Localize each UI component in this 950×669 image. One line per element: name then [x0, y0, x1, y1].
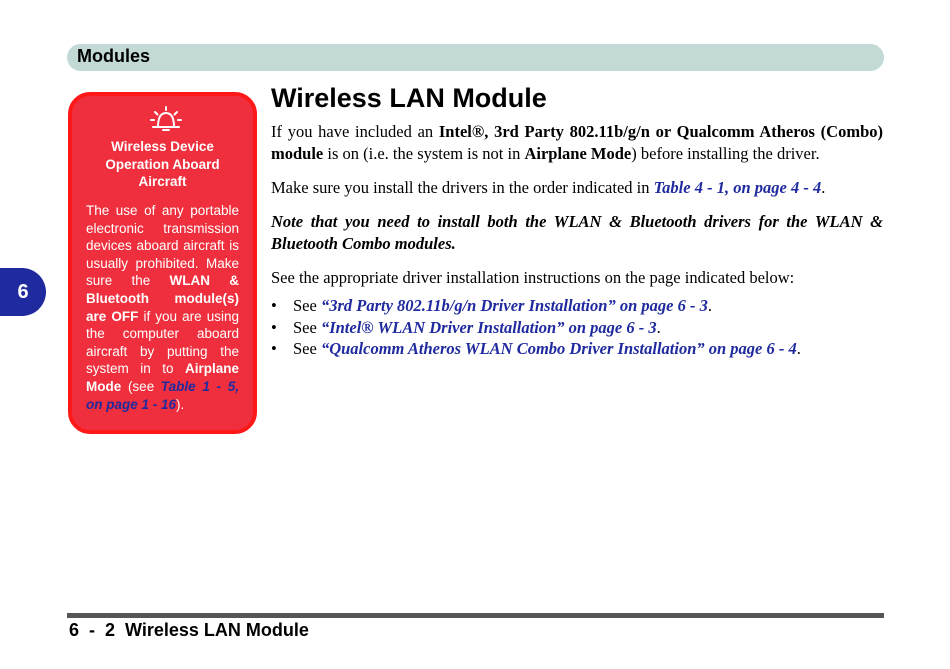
paragraph-note: Note that you need to install both the WLAN & Bluetooth drivers for the WLAN & Bluetooth Combo modules. — [271, 212, 883, 253]
paragraph-intro — [271, 121, 883, 165]
text: . — [796, 339, 801, 358]
driver-link-list — [271, 295, 883, 360]
callout-text: if you are using the computer aboard aircraft by putting the system in to — [86, 308, 240, 377]
airplane-warning-icon — [149, 105, 183, 133]
callout-text: (see — [121, 378, 161, 394]
text: is on (i.e. the system is not in — [323, 144, 525, 163]
table-1-5-link[interactable]: Table 1 - 5, on page 1 - 16 — [86, 378, 240, 412]
text: See — [293, 339, 321, 358]
3rd-party-driver-link[interactable]: “3rd Party 802.11b/g/n Driver Installation” on page 6 - 3 — [320, 296, 708, 315]
text: See — [293, 296, 321, 315]
text: ) before installing the driver. — [631, 144, 820, 163]
list-item — [271, 338, 883, 360]
warning-callout — [68, 92, 257, 434]
list-item — [271, 317, 883, 339]
footer-rule — [67, 613, 884, 618]
text: See — [293, 317, 321, 337]
intel-wlan-driver-link[interactable]: “Intel® WLAN Driver Installation” on page 6 - 3 — [320, 317, 657, 337]
paragraph-see-below: See the appropriate driver installation instructions on the page indicated below: — [271, 268, 795, 287]
bold-text: Intel®, 3rd Party 802.11b/g/n or Qualcomm Atheros (Combo) module — [271, 122, 883, 163]
callout-text: ). — [176, 396, 185, 412]
paragraph-driver-order — [271, 177, 883, 199]
callout-bold-text: WLAN & Bluetooth module(s) are OFF — [86, 273, 239, 324]
callout-bold-text: Airplane Mode — [86, 361, 239, 394]
text: . — [707, 296, 712, 315]
callout-text: The use of any portable electronic transmission devices aboard aircraft is usually prohibited. Make sure the — [86, 203, 239, 289]
callout-title: Wireless Device Operation Aboard Aircraft — [105, 139, 220, 189]
header-bar — [67, 44, 884, 71]
qualcomm-combo-driver-link[interactable]: “Qualcomm Atheros WLAN Combo Driver Installation” on page 6 - 4 — [320, 339, 797, 358]
text: If you have included an — [271, 122, 439, 141]
table-4-1-link[interactable]: Table 4 - 1, on page 4 - 4 — [653, 178, 822, 197]
bold-text: Airplane Mode — [524, 144, 632, 163]
text: Make sure you install the drivers in the order indicated in — [271, 178, 654, 197]
footer-page-label: 6 - 2 Wireless LAN Module — [69, 620, 309, 640]
text: . — [656, 317, 661, 337]
header-title: Modules — [77, 46, 151, 66]
page-title: Wireless LAN Module — [271, 83, 547, 113]
chapter-tab: 6 — [0, 268, 46, 316]
callout-body — [86, 202, 239, 413]
text: . — [821, 178, 826, 197]
list-item — [271, 295, 883, 317]
main-content — [271, 121, 883, 360]
